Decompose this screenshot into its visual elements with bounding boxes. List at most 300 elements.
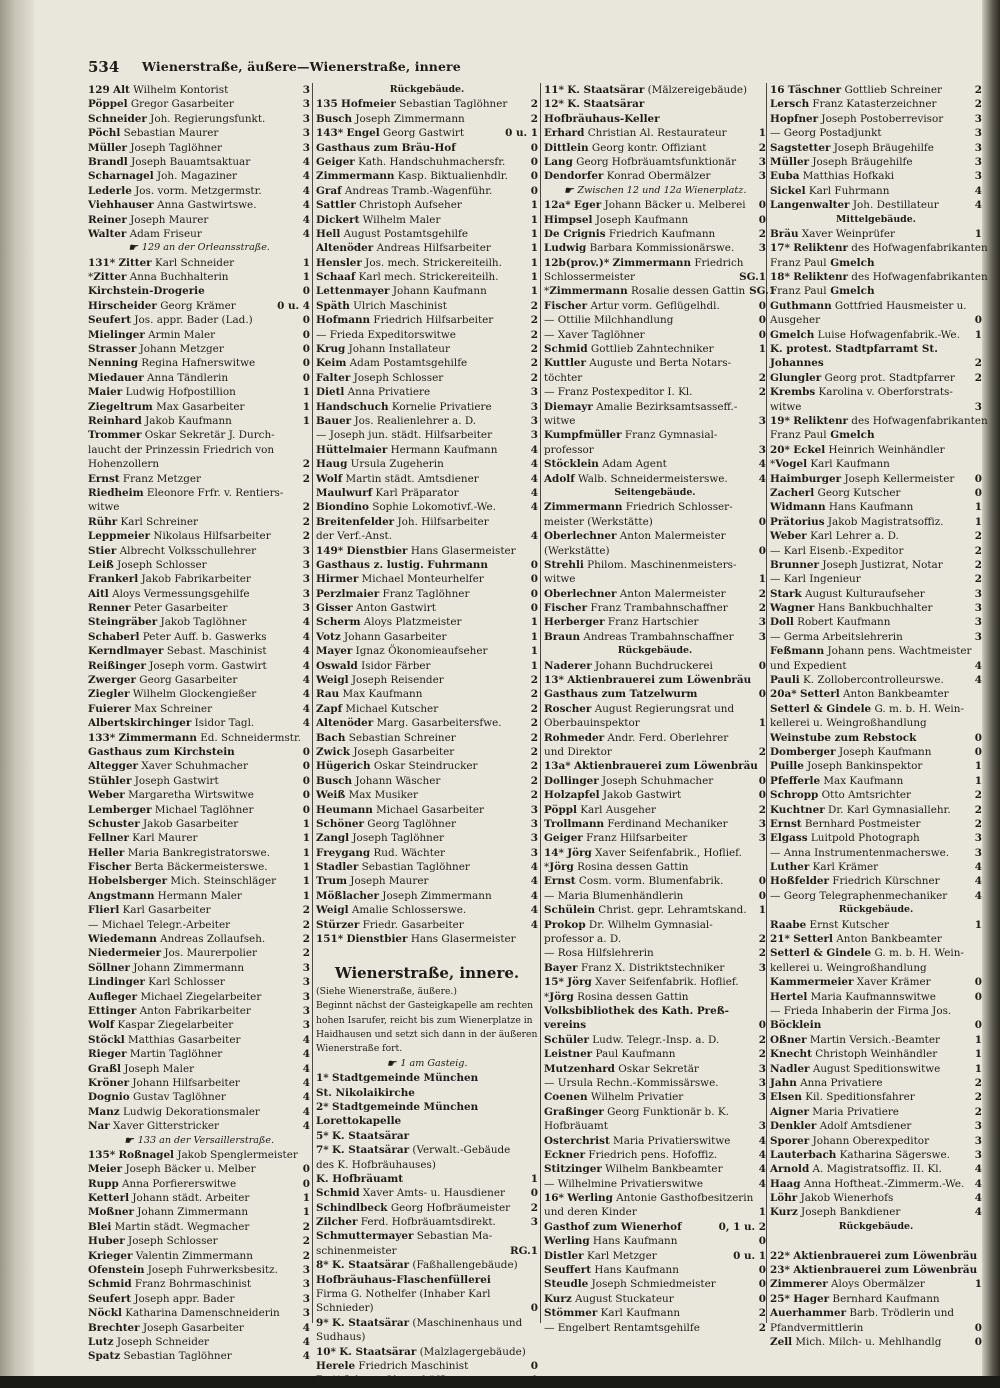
resident-entry xyxy=(544,745,766,759)
resident-entry xyxy=(88,313,310,327)
entry-detail: Wilhelm Glockengießer xyxy=(129,688,257,701)
entry-detail: Rosina dessen Gattin xyxy=(573,990,689,1003)
floor-number: 4 xyxy=(302,1321,310,1334)
resident-entry xyxy=(88,975,310,989)
entry-text xyxy=(770,227,971,241)
entry-text xyxy=(770,975,971,989)
floor-number: 2 xyxy=(530,717,538,730)
floor-number: 0 xyxy=(974,1321,982,1334)
entry-detail: — Ursula Rechn.-Kommissärswe. xyxy=(544,1076,719,1089)
resident-surname: Kurz xyxy=(770,1206,798,1219)
resident-entry xyxy=(316,184,538,198)
subheading-text: Mittelgebäude. xyxy=(836,213,916,225)
resident-surname: Kuttler xyxy=(544,357,586,370)
entry-detail: Albrecht Volksschullehrer xyxy=(116,544,257,557)
floor-number: 0 xyxy=(758,213,766,226)
floor-number: 1 xyxy=(974,227,982,240)
resident-entry xyxy=(770,227,982,241)
resident-entry xyxy=(770,515,982,529)
floor-number: 2 xyxy=(758,602,766,615)
floor-number: 1 xyxy=(530,285,538,298)
entry-detail: Johann Wäscher xyxy=(352,774,441,787)
entry-detail: Armin Maler xyxy=(144,328,216,341)
entry-detail: Franz Hilfsarbeiter xyxy=(582,832,688,845)
house-entry xyxy=(316,1129,538,1143)
floor-number: 3 xyxy=(974,127,982,140)
entry-text xyxy=(316,702,527,716)
entry-detail: Karl Lehrer a. D. xyxy=(806,530,899,543)
resident-surname: Hirmer xyxy=(316,573,359,586)
floor-number: 4 xyxy=(974,1177,982,1190)
entry-text xyxy=(770,472,971,486)
floor-number: 4 xyxy=(530,861,538,874)
floor-number: 2 xyxy=(530,299,538,312)
floor-number: 0 xyxy=(758,1292,766,1305)
floor-number: 0 xyxy=(758,1235,766,1248)
floor-number: 3 xyxy=(530,817,538,830)
resident-entry xyxy=(88,529,310,543)
entry-detail: Joseph Bäcker u. Melber xyxy=(122,1163,256,1176)
entry-text xyxy=(316,1158,538,1172)
resident-entry xyxy=(544,1119,766,1133)
resident-surname: Aktienbrauerei zum Löwenbräu xyxy=(567,674,752,687)
building-subheading xyxy=(544,644,766,658)
resident-surname: Breitenfelder xyxy=(316,515,395,528)
entry-text xyxy=(88,213,299,227)
resident-surname: Schmid xyxy=(316,1187,360,1200)
resident-surname: Aktienbrauerei zum Löwenbräu xyxy=(793,1264,978,1277)
resident-surname: Sattler xyxy=(316,199,356,212)
resident-entry xyxy=(316,846,538,860)
floor-number: 2 xyxy=(974,84,982,96)
page-edge-shadow xyxy=(982,0,1000,1376)
floor-number: 1 xyxy=(302,386,310,399)
floor-number: 2 xyxy=(530,98,538,111)
entry-detail: Jakob Taglöhner xyxy=(157,616,247,629)
house-number: 2* xyxy=(316,1100,329,1113)
resident-surname: Himpsel xyxy=(544,213,593,226)
entry-text xyxy=(316,414,527,428)
floor-number: 2 xyxy=(758,227,766,240)
floor-number: 0 xyxy=(758,688,766,701)
floor-number: 4 xyxy=(530,530,538,543)
spacer xyxy=(316,946,538,960)
book-binding-shadow xyxy=(0,0,34,1376)
resident-entry xyxy=(544,1220,766,1234)
entry-detail: Joseph Schuhmacher xyxy=(598,774,714,787)
floor-number: 1 xyxy=(974,328,982,341)
resident-entry xyxy=(316,486,538,500)
resident-surname: Kumpfmüller xyxy=(544,429,622,442)
resident-entry xyxy=(316,457,538,471)
entry-text xyxy=(88,342,299,356)
floor-number: 1 xyxy=(530,1374,538,1387)
entry-text xyxy=(770,1191,971,1205)
resident-entry xyxy=(544,587,766,601)
resident-entry xyxy=(770,1033,982,1047)
entry-text xyxy=(88,961,299,975)
floor-number: 2 xyxy=(758,1033,766,1046)
resident-surname: Jahn xyxy=(770,1076,797,1089)
entry-detail: Karolina v. Oberforstrats- xyxy=(815,386,953,399)
resident-surname: Weber xyxy=(770,530,807,543)
resident-surname: Weiß xyxy=(316,789,346,802)
resident-surname: Wolf xyxy=(88,1019,115,1032)
floor-number: 3 xyxy=(302,98,310,111)
floor-number: 3 xyxy=(758,630,766,643)
resident-entry xyxy=(316,1373,538,1387)
resident-entry xyxy=(770,817,982,831)
entry-text xyxy=(770,1062,971,1076)
house-entry xyxy=(770,270,988,284)
floor-number: 2 xyxy=(758,1321,766,1334)
entry-text xyxy=(316,169,527,183)
entry-detail: Amalie Schlosserswe. xyxy=(348,904,467,917)
floor-number: 0 xyxy=(758,889,766,902)
resident-entry xyxy=(544,500,766,514)
house-number: 131* xyxy=(88,256,116,269)
resident-surname: Ettinger xyxy=(88,1005,137,1017)
resident-entry xyxy=(88,486,310,500)
resident-entry xyxy=(88,126,310,140)
resident-entry xyxy=(770,169,982,183)
entry-text xyxy=(770,83,971,97)
resident-surname: Rieger xyxy=(88,1048,127,1061)
resident-surname: Setterl & Gindele xyxy=(770,702,872,715)
floor-number: 3 xyxy=(758,616,766,629)
floor-number: 3 xyxy=(302,1307,310,1320)
resident-surname: Haag xyxy=(770,1177,801,1190)
entry-detail: Maria Kaufmannswitwe xyxy=(807,990,936,1003)
entry-text xyxy=(544,716,755,730)
street-description xyxy=(316,999,538,1013)
floor-number: 3 xyxy=(974,587,982,600)
resident-surname: Biondino xyxy=(316,501,369,514)
entry-detail: Franz Gymnasial- xyxy=(621,429,718,442)
floor-number: 4 xyxy=(530,875,538,888)
resident-entry xyxy=(770,472,982,486)
resident-surname: Gasthaus zum Tatzelwurm xyxy=(544,688,698,701)
floor-number: 3 xyxy=(974,1120,982,1133)
entry-text xyxy=(88,889,299,903)
entry-text xyxy=(88,1349,299,1363)
entry-text xyxy=(316,1172,527,1186)
floor-number: 2 xyxy=(974,544,982,557)
entry-detail: Peter Auff. b. Gaswerks xyxy=(139,630,267,643)
floor-number: 1 xyxy=(530,199,538,212)
entry-text xyxy=(544,198,755,212)
floor-number: 0 xyxy=(974,976,982,989)
cross-street-note xyxy=(316,1057,538,1071)
resident-entry xyxy=(770,918,982,932)
resident-surname: Viehhauser xyxy=(88,199,154,212)
resident-surname: Rupp xyxy=(88,1177,119,1190)
floor-number: 0 xyxy=(758,299,766,312)
resident-entry xyxy=(88,213,310,227)
entry-detail: Friedrich Maschinist xyxy=(355,1359,469,1372)
entry-text xyxy=(544,241,755,255)
entry-detail: Robert Kaufmann xyxy=(793,616,891,629)
entry-text xyxy=(316,644,527,658)
entry-detail: Sudhaus) xyxy=(316,1331,366,1344)
entry-text xyxy=(316,270,527,284)
entry-text xyxy=(88,932,299,946)
resident-entry xyxy=(770,486,982,500)
resident-surname: Zimmermann xyxy=(316,170,395,183)
floor-number: 1 xyxy=(302,889,310,902)
entry-text xyxy=(88,443,310,457)
entry-text xyxy=(770,659,971,673)
resident-surname: Dittlein xyxy=(544,141,589,154)
entry-text xyxy=(88,155,299,169)
entry-detail: Christian Al. Restaurateur xyxy=(584,127,727,140)
resident-surname: Fuierer xyxy=(88,702,131,715)
floor-number: 2 xyxy=(530,357,538,370)
entry-detail: — Ottilie Milchhandlung xyxy=(544,314,674,327)
entry-text xyxy=(544,731,766,745)
house-entry xyxy=(316,1316,538,1330)
entry-detail: Karl Präparator xyxy=(372,486,459,499)
floor-number: 0 xyxy=(530,1359,538,1372)
entry-detail: Kasp. Biktualienhdlr. xyxy=(394,170,508,183)
resident-entry xyxy=(770,328,982,342)
floor-number: 1 xyxy=(302,414,310,427)
floor-number: SG.1 xyxy=(739,271,766,284)
cross-street-note xyxy=(88,241,310,255)
entry-detail: Franz Trambahnschaffner xyxy=(587,602,728,615)
resident-entry xyxy=(770,1062,982,1076)
entry-text xyxy=(770,774,971,788)
entry-detail: (Maschinenhaus und xyxy=(409,1316,523,1329)
resident-entry xyxy=(88,817,310,831)
resident-entry xyxy=(770,961,982,975)
floor-number: 3 xyxy=(758,443,766,456)
floor-number: 4 xyxy=(302,170,310,183)
resident-entry xyxy=(770,371,982,385)
resident-entry xyxy=(316,644,538,658)
floor-number: 4 xyxy=(974,889,982,902)
floor-number: 0 u. 4 xyxy=(277,299,310,312)
resident-surname: Strasser xyxy=(88,343,137,356)
floor-number: 3 xyxy=(302,112,310,125)
house-number: 13a* xyxy=(544,760,571,773)
floor-number: 2 xyxy=(758,371,766,384)
resident-surname: Schülein xyxy=(544,904,595,917)
entry-detail: und deren Kinder xyxy=(544,1206,637,1219)
resident-entry xyxy=(544,817,766,831)
entry-detail: Joseph Kaufmann xyxy=(592,213,689,226)
resident-entry xyxy=(544,313,766,327)
floor-number: 3 xyxy=(758,832,766,845)
entry-detail: professor a. D. xyxy=(544,933,622,946)
entry-detail: Max Schreiner xyxy=(130,702,213,715)
house-entry xyxy=(770,932,982,946)
floor-number: 2 xyxy=(974,98,982,111)
entry-text xyxy=(544,284,745,298)
floor-number: 0 u. 1 xyxy=(733,1249,766,1262)
house-entry xyxy=(770,1263,982,1277)
street-section-title xyxy=(316,961,538,985)
resident-entry xyxy=(544,572,766,586)
floor-number: 3 xyxy=(974,155,982,168)
entry-text xyxy=(770,1335,971,1349)
resident-entry xyxy=(770,644,982,658)
entry-text xyxy=(88,716,299,730)
entry-detail: (Malzlagergebäude) xyxy=(416,1345,526,1358)
floor-number: 0 xyxy=(302,1163,310,1176)
resident-surname: Holzapfel xyxy=(544,789,600,802)
resident-entry xyxy=(88,428,310,442)
entry-text xyxy=(88,198,299,212)
entry-text xyxy=(316,126,501,140)
resident-surname: Lersch xyxy=(770,98,810,111)
house-number: 135 xyxy=(316,98,338,111)
floor-number: 3 xyxy=(758,414,766,427)
house-number: 14* xyxy=(544,846,564,859)
entry-text xyxy=(316,903,527,917)
entry-detail: Nikolaus Hilfsarbeiter xyxy=(150,530,271,543)
entry-detail: professor xyxy=(544,443,594,456)
floor-number: 3 xyxy=(302,961,310,974)
entry-detail: Johann Gasarbeiter xyxy=(340,630,447,643)
floor-number: 1 xyxy=(302,271,310,284)
entry-text xyxy=(316,831,527,845)
resident-surname: Seufert xyxy=(88,314,132,327)
entry-text xyxy=(88,472,299,486)
entry-detail: Johann pens. Wachtmeister xyxy=(824,645,972,658)
entry-text xyxy=(88,112,299,126)
entry-text xyxy=(88,990,299,1004)
resident-entry xyxy=(544,1306,766,1320)
house-number: 20* xyxy=(770,443,790,456)
floor-number: 3 xyxy=(974,141,982,154)
resident-surname: Hirscheider xyxy=(88,299,157,312)
floor-number: 4 xyxy=(974,875,982,888)
entry-text xyxy=(88,428,310,442)
subheading-text: Rückgebäude. xyxy=(617,645,693,657)
resident-entry xyxy=(770,1076,982,1090)
resident-surname: Riedheim xyxy=(88,486,144,499)
resident-entry xyxy=(544,874,766,888)
entry-detail: A. Magistratsoffiz. II. Kl. xyxy=(809,1163,942,1176)
entry-text xyxy=(770,946,982,960)
entry-detail: Ed. Schneidermstr. xyxy=(196,731,302,744)
resident-entry xyxy=(316,759,538,773)
resident-entry xyxy=(770,356,982,370)
resident-surname: Flierl xyxy=(88,904,120,917)
resident-entry xyxy=(316,558,538,572)
entry-detail: Pfandvermittlerin xyxy=(770,1321,864,1334)
floor-number: 0 xyxy=(530,573,538,586)
entry-text xyxy=(770,126,971,140)
resident-entry xyxy=(770,299,982,313)
resident-surname: Coenen xyxy=(544,1091,588,1104)
house-entry xyxy=(316,1143,538,1157)
entry-text xyxy=(316,141,527,155)
resident-entry xyxy=(316,831,538,845)
entry-text xyxy=(770,1119,971,1133)
entry-detail: Karl Kaufmann xyxy=(807,458,890,471)
entry-detail: Barbara Kommissionärswe. xyxy=(586,242,735,255)
entry-detail: Joseph Zimmermann xyxy=(352,112,465,125)
house-number: 15* xyxy=(544,976,564,989)
resident-entry xyxy=(88,673,310,687)
resident-entry xyxy=(544,1018,766,1032)
resident-surname: Leiß xyxy=(88,558,114,571)
entry-text xyxy=(544,83,766,97)
floor-number: 0 xyxy=(530,141,538,154)
entry-detail: Firma G. Nothelfer (Inhaber Karl xyxy=(316,1288,491,1301)
floor-number: 3 xyxy=(302,990,310,1003)
entry-detail: Ferdinand Mechaniker xyxy=(604,817,728,830)
floor-number: 2 xyxy=(530,789,538,802)
resident-surname: Haimburger xyxy=(770,472,842,485)
entry-detail: Berta Bäckermeisterswe. xyxy=(131,861,268,874)
entry-text xyxy=(316,1229,538,1243)
resident-entry xyxy=(544,155,766,169)
resident-entry xyxy=(88,1076,310,1090)
entry-detail: Johann Hilfsarbeiter xyxy=(129,1076,240,1089)
floor-number: 4 xyxy=(302,1350,310,1363)
entry-detail: witwe xyxy=(544,573,576,586)
entry-text xyxy=(544,126,755,140)
resident-entry xyxy=(770,1335,982,1349)
resident-entry xyxy=(544,1134,766,1148)
resident-entry xyxy=(88,1306,310,1320)
entry-text xyxy=(316,97,527,111)
resident-entry xyxy=(316,371,538,385)
floor-number: 3 xyxy=(758,170,766,183)
entry-detail: Hans Glasermeister xyxy=(407,933,516,946)
entry-text xyxy=(88,788,299,802)
floor-number: 3 xyxy=(302,127,310,140)
resident-entry xyxy=(316,1201,538,1215)
floor-number: 4 xyxy=(758,458,766,471)
resident-surname: Oberlechner xyxy=(544,530,617,543)
resident-entry xyxy=(544,141,766,155)
resident-surname: Roßnagel xyxy=(118,1148,175,1161)
resident-entry xyxy=(88,572,310,586)
entry-detail: (Faßhallengebäude) xyxy=(409,1259,518,1272)
entry-text xyxy=(316,1316,538,1330)
resident-entry xyxy=(88,515,310,529)
resident-entry xyxy=(88,227,310,241)
entry-text xyxy=(770,961,982,975)
resident-entry xyxy=(88,198,310,212)
floor-number: 0 xyxy=(530,587,538,600)
entry-detail: Adam Postamtsgehilfe xyxy=(346,357,468,370)
floor-number: 4 xyxy=(530,904,538,917)
floor-number: 0 xyxy=(530,602,538,615)
entry-text xyxy=(316,1186,527,1200)
entry-detail: Anna Gastwirtswe. xyxy=(153,199,257,212)
resident-entry xyxy=(316,515,538,529)
entry-text xyxy=(544,1234,755,1248)
entry-text xyxy=(544,141,755,155)
entry-text xyxy=(316,457,527,471)
entry-text xyxy=(770,803,971,817)
entry-detail: Georg Taglöhner xyxy=(363,817,456,830)
resident-surname: Pöppl xyxy=(544,803,577,816)
resident-entry xyxy=(88,702,310,716)
house-entry xyxy=(544,673,766,687)
house-entry xyxy=(770,241,988,255)
resident-surname: Walter xyxy=(88,227,127,240)
entry-detail: Johann Oberexpeditor xyxy=(809,1134,930,1147)
page-number: 534 xyxy=(88,58,120,76)
entry-text xyxy=(88,270,299,284)
resident-entry xyxy=(316,443,538,457)
